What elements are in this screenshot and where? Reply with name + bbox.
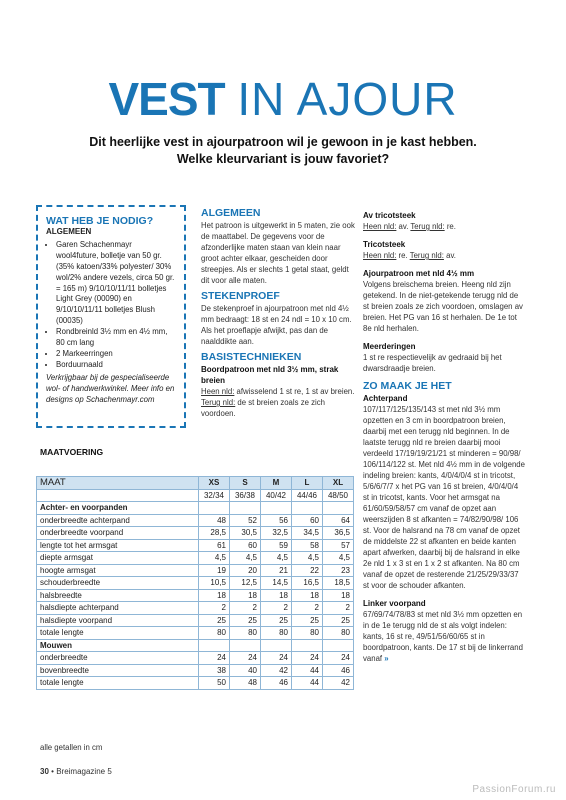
materials-note: Verkrijgbaar bij de gespecialiseerde wol- of handwerkwinkel. Meer info en designs op Schachenmayr.com bbox=[46, 372, 175, 404]
value-cell: 4,5 bbox=[323, 552, 354, 565]
av-tricotsteek-text bbox=[363, 221, 526, 232]
value-cell: 14,5 bbox=[261, 577, 292, 590]
value-cell: 44 bbox=[292, 677, 323, 690]
empty-cell bbox=[323, 639, 354, 652]
title-rest: IN AJOUR bbox=[237, 73, 458, 125]
intro-line-1: Dit heerlijke vest in ajourpatroon wil je gewoon in je kast hebben. bbox=[89, 135, 477, 149]
row-label: hoogte armsgat bbox=[37, 564, 199, 577]
value-cell: 38 bbox=[199, 664, 230, 677]
basistechnieken-heading: BASISTECHNIEKEN bbox=[201, 351, 302, 363]
maatvoering-heading: MAATVOERING bbox=[40, 447, 104, 457]
value-cell: 34,5 bbox=[292, 527, 323, 540]
achterpand-heading: Achterpand bbox=[363, 394, 408, 403]
value-cell: 24 bbox=[261, 652, 292, 665]
algemeen-heading: ALGEMEEN bbox=[201, 207, 261, 219]
value-cell: 23 bbox=[323, 564, 354, 577]
table-row bbox=[37, 577, 354, 590]
terug-text: re. bbox=[444, 222, 456, 231]
value-cell: 18 bbox=[323, 589, 354, 602]
value-cell: 2 bbox=[261, 602, 292, 615]
empty-cell bbox=[230, 502, 261, 515]
row-label: halsdiepte voorpand bbox=[37, 614, 199, 627]
value-cell: 30,5 bbox=[230, 527, 261, 540]
row-label: halsdiepte achterpand bbox=[37, 602, 199, 615]
value-cell: 46 bbox=[323, 664, 354, 677]
row-label: bovenbreedte bbox=[37, 664, 199, 677]
empty-cell bbox=[37, 489, 199, 502]
ajourpatroon-heading: Ajourpatroon met nld 4½ mm bbox=[363, 269, 475, 278]
terug-text: de st breien zoals ze zich voordoen. bbox=[201, 398, 325, 418]
materials-heading: WAT HEB JE NODIG? bbox=[46, 215, 154, 227]
table-row bbox=[37, 602, 354, 615]
terug-text: av. bbox=[443, 251, 456, 260]
row-label: halsbreedte bbox=[37, 589, 199, 602]
table-row bbox=[37, 514, 354, 527]
value-cell: 50 bbox=[199, 677, 230, 690]
heen-text: av. bbox=[396, 222, 411, 231]
group-label: Achter- en voorpanden bbox=[37, 502, 199, 515]
size-cell: L bbox=[292, 477, 323, 490]
value-cell: 25 bbox=[230, 614, 261, 627]
empty-cell bbox=[230, 639, 261, 652]
watermark: PassionForum.ru bbox=[472, 784, 556, 795]
meerderingen-text: 1 st re respectievelijk av gedraaid bij het dwarsdraadje breien. bbox=[363, 353, 502, 373]
page-number: 30 bbox=[40, 767, 49, 776]
size-cell: S bbox=[230, 477, 261, 490]
value-cell: 16,5 bbox=[292, 577, 323, 590]
size-cell: M bbox=[261, 477, 292, 490]
table-group-row bbox=[37, 502, 354, 515]
heen-label: Heen nld: bbox=[363, 251, 397, 260]
value-cell: 44 bbox=[292, 664, 323, 677]
value-cell: 25 bbox=[199, 614, 230, 627]
value-cell: 59 bbox=[261, 539, 292, 552]
empty-cell bbox=[199, 502, 230, 515]
ajourpatroon-text: Volgens breischema breien. Heeng nld zijn getekend. In de niet-getekende terugg nld de st breien zoals ze zich voordoen, omslagen av breien. Het PG van 16 st herhalen. De 1e tot 8e nld herhalen. bbox=[363, 280, 523, 333]
row-label: onderbreedte voorpand bbox=[37, 527, 199, 540]
magazine-name: Breimagazine 5 bbox=[56, 767, 112, 776]
size-table-body bbox=[37, 502, 354, 690]
continue-arrow: » bbox=[384, 654, 389, 663]
row-label: lengte tot het armsgat bbox=[37, 539, 199, 552]
table-row bbox=[37, 627, 354, 640]
table-group-row bbox=[37, 639, 354, 652]
linker-voorpand-heading: Linker voorpand bbox=[363, 599, 426, 608]
value-cell: 19 bbox=[199, 564, 230, 577]
value-cell: 4,5 bbox=[292, 552, 323, 565]
value-cell: 21 bbox=[261, 564, 292, 577]
value-cell: 80 bbox=[292, 627, 323, 640]
table-row bbox=[37, 564, 354, 577]
value-cell: 24 bbox=[230, 652, 261, 665]
size-number-cell: 44/46 bbox=[292, 489, 323, 502]
value-cell: 25 bbox=[261, 614, 292, 627]
intro-text bbox=[40, 134, 526, 168]
footer bbox=[40, 767, 112, 776]
value-cell: 61 bbox=[199, 539, 230, 552]
value-cell: 2 bbox=[323, 602, 354, 615]
maat-label: MAAT bbox=[37, 477, 199, 490]
materials-list bbox=[46, 240, 176, 371]
stekenproef-heading: STEKENPROEF bbox=[201, 290, 280, 302]
group-label: Mouwen bbox=[37, 639, 199, 652]
size-number-row bbox=[37, 489, 354, 502]
value-cell: 80 bbox=[199, 627, 230, 640]
size-number-cell: 32/34 bbox=[199, 489, 230, 502]
boordpatroon-text bbox=[201, 386, 356, 419]
linker-voorpand-text bbox=[363, 609, 526, 664]
intro-line-2: Welke kleurvariant is jouw favoriet? bbox=[176, 152, 390, 166]
size-number-cell: 40/42 bbox=[261, 489, 292, 502]
materials-box bbox=[36, 205, 186, 428]
row-label: totale lengte bbox=[37, 677, 199, 690]
value-cell: 24 bbox=[199, 652, 230, 665]
value-cell: 32,5 bbox=[261, 527, 292, 540]
heen-label: Heen nld: bbox=[201, 387, 235, 396]
linker-text: 67/69/74/78/83 st met nld 3½ mm opzetten en in de 1e terugg nld de st als volgt indelen: kants, 16 st re, 49/51/56/60/65 st in boordpatroon, kants. De 17 st bij de linkerrand vanaf bbox=[363, 610, 523, 663]
achterpand-text: 107/117/125/135/143 st met nld 3½ mm opzetten en 3 cm in boordpatroon breien, daarbij met een terugg nld beginnen. In de laatste terugg nld re breien daarbij mooi verdeeld 17/19/19/21/21 st minderen = 90/98/ 106/114/122 st. Met nld 4½ mm in de volgende indeling breien: kants, 4/0/4/0/4 st in tricotst, 5/6/6/7/7 x het PG van 16 st breien, 4/0/4/0/4 st in tricotst, kants. Voor het armsgat na 61/60/59/58/57 cm vanaf de opzet aan weerszijden 8 st afkanten = 74/82/90/98/ 106 st. Voor de halsrand na 78 cm vanaf de opzet de middelste 22 st afkanten en beide kanten apart afwerken, daarbij bij de halsrand in elke 2e nld 1 x 3 st en 1 x 2 st afkanten. Na 80 cm vanaf de opzet de resterende 21/25/29/33/37 st voor de schouder afkanten. bbox=[363, 405, 525, 590]
page-title bbox=[0, 72, 566, 126]
row-label: schouderbreedte bbox=[37, 577, 199, 590]
tricotsteek-text bbox=[363, 250, 526, 261]
value-cell: 18 bbox=[261, 589, 292, 602]
table-row bbox=[37, 527, 354, 540]
av-tricotsteek-heading: Av tricotsteek bbox=[363, 211, 416, 220]
value-cell: 18 bbox=[230, 589, 261, 602]
value-cell: 28,5 bbox=[199, 527, 230, 540]
value-cell: 58 bbox=[292, 539, 323, 552]
algemeen-text: Het patroon is uitgewerkt in 5 maten, zie ook de maattabel. De gegevens voor de afzonderlijke maten staan van klein naar groot achter elkaar, gescheiden door streepjes. Als er slechts 1 getal staat, geldt dit voor alle maten. bbox=[201, 221, 355, 285]
value-cell: 42 bbox=[261, 664, 292, 677]
value-cell: 12,5 bbox=[230, 577, 261, 590]
value-cell: 10,5 bbox=[199, 577, 230, 590]
materials-item: • Borduurnaald bbox=[56, 360, 176, 371]
meerderingen-heading: Meerderingen bbox=[363, 342, 416, 351]
table-row bbox=[37, 589, 354, 602]
empty-cell bbox=[292, 502, 323, 515]
tricotsteek-heading: Tricotsteek bbox=[363, 240, 406, 249]
stekenproef-text: De stekenproef in ajourpatroon met nld 4½ mm bedraagt: 18 st en 24 ndl = 10 x 10 cm. Als het proeflapje afwijkt, pas dan de naalddikte aan. bbox=[201, 304, 352, 346]
value-cell: 56 bbox=[261, 514, 292, 527]
materials-subheading: ALGEMEEN bbox=[46, 227, 92, 236]
value-cell: 18 bbox=[199, 589, 230, 602]
materials-item: • Garen Schachenmayr wool4future, bolletje van 50 gr. (35% katoen/33% polyester/ 30% wol/2% andere vezels, circa 50 gr. = 165 m) 9/10/10/11/11 bolletjes Light Grey (00090) en 9/10/10/11/11 bolletjes Blush (00035) bbox=[56, 240, 176, 327]
title-bold: VEST bbox=[108, 73, 225, 125]
value-cell: 46 bbox=[261, 677, 292, 690]
materials-item: • 2 Markeerringen bbox=[56, 349, 176, 360]
size-cell: XS bbox=[199, 477, 230, 490]
value-cell: 4,5 bbox=[199, 552, 230, 565]
size-header-row bbox=[37, 477, 354, 490]
value-cell: 40 bbox=[230, 664, 261, 677]
heen-text: afwisselend 1 st re, 1 st av breien. bbox=[234, 387, 355, 396]
value-cell: 25 bbox=[292, 614, 323, 627]
row-label: onderbreedte achterpand bbox=[37, 514, 199, 527]
value-cell: 25 bbox=[323, 614, 354, 627]
table-note: alle getallen in cm bbox=[40, 743, 103, 752]
row-label: diepte armsgat bbox=[37, 552, 199, 565]
value-cell: 48 bbox=[199, 514, 230, 527]
value-cell: 4,5 bbox=[261, 552, 292, 565]
value-cell: 80 bbox=[323, 627, 354, 640]
value-cell: 80 bbox=[230, 627, 261, 640]
value-cell: 52 bbox=[230, 514, 261, 527]
table-row bbox=[37, 539, 354, 552]
value-cell: 18,5 bbox=[323, 577, 354, 590]
value-cell: 18 bbox=[292, 589, 323, 602]
value-cell: 36,5 bbox=[323, 527, 354, 540]
boordpatroon-heading: Boordpatroon met nld 3½ mm, strak breien bbox=[201, 365, 339, 385]
heen-label: Heen nld: bbox=[363, 222, 397, 231]
terug-label: Terug nld: bbox=[409, 251, 444, 260]
value-cell: 60 bbox=[292, 514, 323, 527]
materials-item: • Rondbreinld 3½ mm en 4½ mm, 80 cm lang bbox=[56, 327, 176, 349]
empty-cell bbox=[261, 502, 292, 515]
value-cell: 2 bbox=[199, 602, 230, 615]
value-cell: 57 bbox=[323, 539, 354, 552]
middle-column bbox=[201, 207, 356, 419]
right-column bbox=[363, 210, 526, 664]
footer-bullet: • bbox=[51, 767, 54, 776]
heen-text: re. bbox=[396, 251, 410, 260]
empty-cell bbox=[261, 639, 292, 652]
value-cell: 20 bbox=[230, 564, 261, 577]
value-cell: 2 bbox=[230, 602, 261, 615]
zo-maak-heading: ZO MAAK JE HET bbox=[363, 380, 452, 392]
value-cell: 80 bbox=[261, 627, 292, 640]
value-cell: 2 bbox=[292, 602, 323, 615]
value-cell: 48 bbox=[230, 677, 261, 690]
value-cell: 60 bbox=[230, 539, 261, 552]
value-cell: 4,5 bbox=[230, 552, 261, 565]
size-cell: XL bbox=[323, 477, 354, 490]
table-row bbox=[37, 614, 354, 627]
terug-label: Terug nld: bbox=[201, 398, 236, 407]
value-cell: 22 bbox=[292, 564, 323, 577]
empty-cell bbox=[323, 502, 354, 515]
table-row bbox=[37, 664, 354, 677]
value-cell: 42 bbox=[323, 677, 354, 690]
terug-label: Terug nld: bbox=[410, 222, 445, 231]
size-number-cell: 48/50 bbox=[323, 489, 354, 502]
table-row bbox=[37, 677, 354, 690]
size-table bbox=[36, 476, 354, 690]
value-cell: 64 bbox=[323, 514, 354, 527]
row-label: totale lengte bbox=[37, 627, 199, 640]
empty-cell bbox=[199, 639, 230, 652]
row-label: onderbreedte bbox=[37, 652, 199, 665]
empty-cell bbox=[292, 639, 323, 652]
value-cell: 24 bbox=[292, 652, 323, 665]
table-row bbox=[37, 552, 354, 565]
value-cell: 24 bbox=[323, 652, 354, 665]
size-number-cell: 36/38 bbox=[230, 489, 261, 502]
table-row bbox=[37, 652, 354, 665]
